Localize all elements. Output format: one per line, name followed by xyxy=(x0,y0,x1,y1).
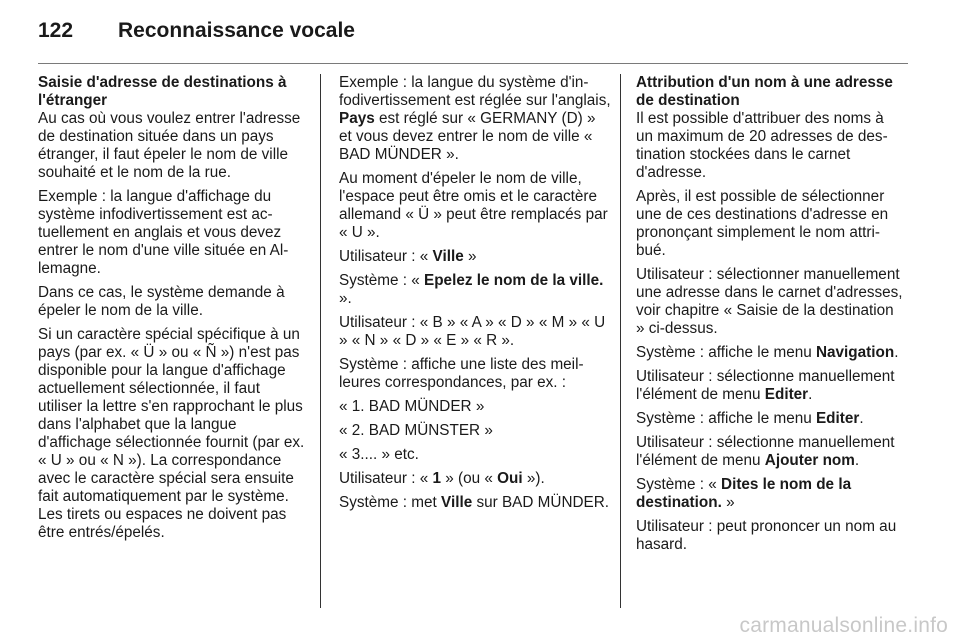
watermark: carmanualsonline.info xyxy=(739,614,948,637)
voice-command: Oui xyxy=(497,470,523,487)
menu-term: Pays xyxy=(339,110,375,127)
section-heading-name-destination: Attribution d'un nom à une adresse de destination xyxy=(636,74,893,109)
dialog-line: Système : « Epelez le nom de la ville. ». xyxy=(339,272,604,307)
dialog-line: Système : affiche une liste des meilleures correspondances, par ex. : xyxy=(339,356,584,391)
dialog-line: Système : affiche le menu Editer. xyxy=(636,410,864,427)
dialog-line: Utilisateur : « 1 » (ou « Oui »). xyxy=(339,470,545,487)
column-right xyxy=(636,74,904,560)
menu-term: Editer xyxy=(764,386,809,403)
dialog-line: Système : met Ville sur BAD MÜNDER. xyxy=(339,494,610,511)
system-prompt: Epelez le nom de la ville. xyxy=(424,272,604,289)
menu-term: Editer xyxy=(815,410,860,427)
dialog-line: Système : affiche le menu Navigation. xyxy=(636,344,899,361)
paragraph: Dans ce cas, le système demande à épeler le nom de la ville. xyxy=(38,284,285,319)
header-divider xyxy=(38,63,908,64)
dialog-line: Utilisateur : sélectionne manuellement l'élément de menu Ajouter nom. xyxy=(636,434,895,469)
paragraph: Il est possible d'attribuer des noms à un maximum de 20 adresses de destination stockées dans le carnet d'adresse. xyxy=(636,110,888,181)
column-divider xyxy=(320,74,321,608)
voice-command: Ville xyxy=(432,248,464,265)
list-item: « 1. BAD MÜNDER » xyxy=(339,398,485,415)
list-item: « 3.... » etc. xyxy=(339,446,419,463)
column-middle xyxy=(339,74,611,518)
voice-command: 1 xyxy=(432,470,442,487)
paragraph: Si un caractère spécial spécifique à un pays (par ex. « Ü » ou « Ñ ») n'est pas disponible pour la langue d'affichage actuellement sélectionnée, il faut utiliser la lettre s'en rapprochant le plus dans l'alphabet que la langue d'affichage sélectionnée fournit (par ex. « U » ou « N »). La correspondance avec le caractère spécial sera ensuite fait automatiquement par le système. Les tirets ou espaces ne doivent pas être entrés/épelés. xyxy=(38,326,305,541)
paragraph: Au moment d'épeler le nom de ville, l'espace peut être omis et le caractère allemand « Ü » peut être remplacés par « U ». xyxy=(339,170,608,241)
dialog-line: Utilisateur : « Ville » xyxy=(339,248,477,265)
dialog-line: Utilisateur : sélectionne manuellement l'élément de menu Editer. xyxy=(636,368,895,403)
menu-term: Ajouter nom xyxy=(764,452,855,469)
page-title: Reconnaissance vocale xyxy=(118,19,355,42)
paragraph: Exemple : la langue du système d'infodivertissement est réglée sur l'anglais, Pays est réglé sur « GERMANY (D) » et vous devez entrer le nom de ville « BAD MÜNDER ». xyxy=(339,74,611,163)
system-prompt: Dites le nom de la destination. xyxy=(636,476,852,511)
paragraph: Utilisateur : sélectionner manuellement une adresse dans le carnet d'adresses, voir chapitre « Saisie de la destination » ci-dessus. xyxy=(636,266,903,337)
list-item: « 2. BAD MÜNSTER » xyxy=(339,422,493,439)
dialog-line: Utilisateur : « B » « A » « D » « M » « U » « N » « D » « E » « R ». xyxy=(339,314,606,349)
menu-term: Ville xyxy=(441,494,473,511)
paragraph: Exemple : la langue d'affichage du système infodivertissement est actuellement en anglais et vous devez entrer le nom d'une ville située en Allemagne. xyxy=(38,188,289,277)
section-heading-foreign-address: Saisie d'adresse de destinations à l'étranger xyxy=(38,74,287,109)
dialog-line: Système : « Dites le nom de la destination. » xyxy=(636,476,852,511)
column-divider xyxy=(620,74,621,608)
page-header xyxy=(0,0,960,66)
column-left xyxy=(38,74,306,548)
paragraph: Utilisateur : peut prononcer un nom au hasard. xyxy=(636,518,897,553)
page-number: 122 xyxy=(38,19,74,42)
paragraph: Au cas où vous voulez entrer l'adresse de destination située dans un pays étranger, il faut épeler le nom de ville souhaité et le nom de la rue. xyxy=(38,110,301,181)
paragraph: Après, il est possible de sélectionner une de ces destinations d'adresse en prononçant simplement le nom attribué. xyxy=(636,188,889,259)
menu-term: Navigation xyxy=(815,344,895,361)
